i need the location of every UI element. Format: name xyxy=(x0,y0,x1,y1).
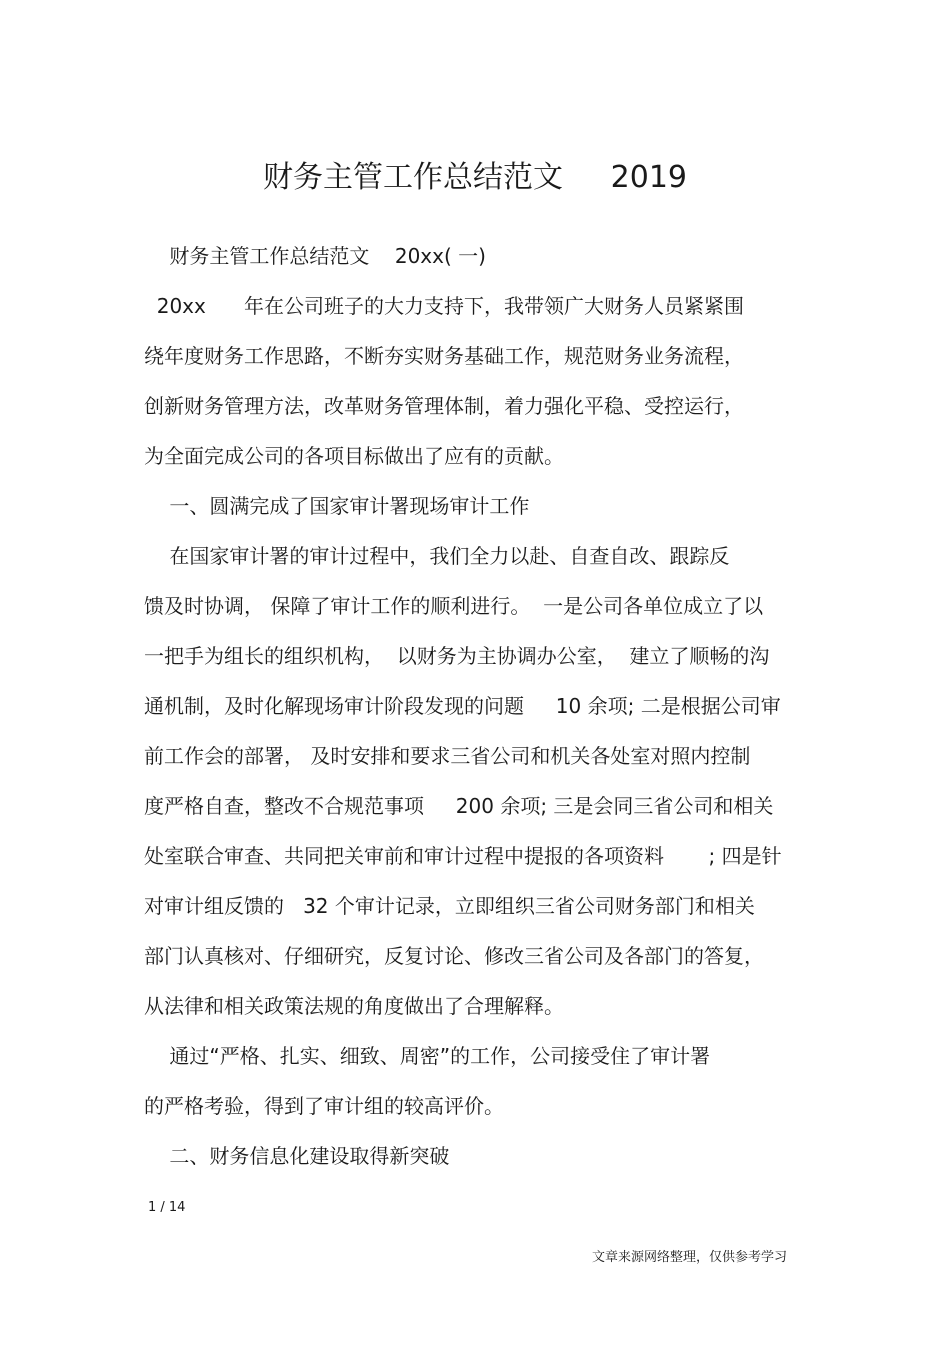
paragraph-line: 从法律和相关政策法规的角度做出了合理解释。 xyxy=(144,994,564,1018)
document-title: 财务主管工作总结范文 2019 xyxy=(262,160,688,195)
paragraph-line: 通机制，及时化解现场审计阶段发现的问题 10 余项; 二是根据公司审 xyxy=(144,694,781,718)
paragraph-line: 的严格考验，得到了审计组的较高评价。 xyxy=(144,1094,504,1118)
paragraph-line: 创新财务管理方法，改革财务管理体制，着力强化平稳、受控运行， xyxy=(144,394,744,418)
page-number: 1 / 14 xyxy=(148,1200,186,1215)
section-heading: 二、财务信息化建设取得新突破 xyxy=(144,1144,450,1168)
paragraph-line: 部门认真核对、仔细研究，反复讨论、修改三省公司及各部门的答复， xyxy=(144,944,764,968)
section-heading: 一、圆满完成了国家审计署现场审计工作 xyxy=(144,494,530,518)
paragraph-line: 一把手为组长的组织机构， 以财务为主协调办公室， 建立了顺畅的沟 xyxy=(144,644,770,668)
paragraph-line: 对审计组反馈的 32 个审计记录，立即组织三省公司财务部门和相关 xyxy=(144,894,755,918)
paragraph-line: 绕年度财务工作思路，不断夯实财务基础工作，规范财务业务流程， xyxy=(144,344,744,368)
paragraph-line: 通过“严格、扎实、细致、周密”的工作，公司接受住了审计署 xyxy=(144,1044,711,1068)
paragraph-line: 20xx 年在公司班子的大力支持下，我带领广大财务人员紧紧围 xyxy=(144,294,744,318)
subtitle-line: 财务主管工作总结范文 20xx( 一) xyxy=(144,244,486,268)
source-note: 文章来源网络整理，仅供参考学习 xyxy=(592,1250,788,1265)
paragraph-line: 前工作会的部署， 及时安排和要求三省公司和机关各处室对照内控制 xyxy=(144,744,751,768)
paragraph-line: 在国家审计署的审计过程中，我们全力以赴、自查自改、跟踪反 xyxy=(144,544,730,568)
paragraph-line: 处室联合审查、共同把关审前和审计过程中提报的各项资料 ; 四是针 xyxy=(144,844,782,868)
paragraph-line: 度严格自查，整改不合规范事项 200 余项; 三是会同三省公司和相关 xyxy=(144,794,774,818)
paragraph-line: 馈及时协调， 保障了审计工作的顺利进行。 一是公司各单位成立了以 xyxy=(144,594,764,618)
paragraph-line: 为全面完成公司的各项目标做出了应有的贡献。 xyxy=(144,444,564,468)
